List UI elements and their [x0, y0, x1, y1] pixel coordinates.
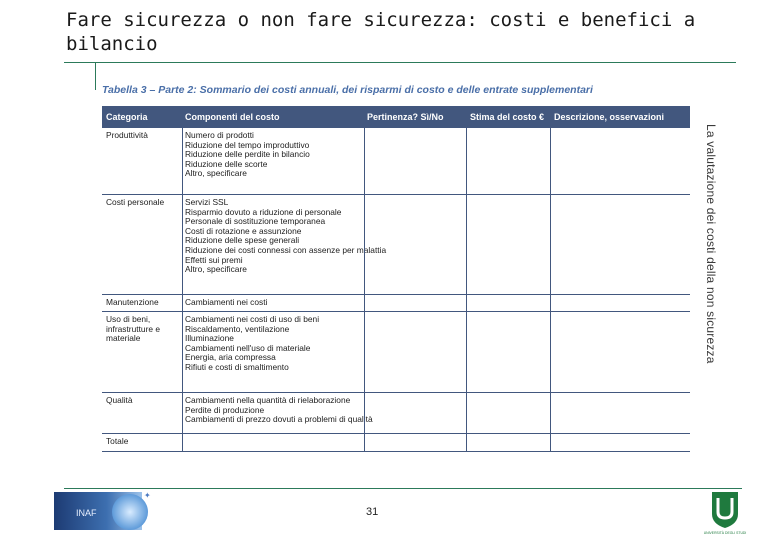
- title-divider-vertical: [95, 62, 96, 90]
- university-logo: [703, 488, 747, 536]
- inaf-logo: [54, 490, 150, 532]
- side-caption: La valutazione dei costi della non sicurezza: [704, 124, 718, 364]
- table-row-quality: [102, 393, 690, 434]
- column-divider: [466, 128, 467, 452]
- slide-title: Fare sicurezza o non fare sicurezza: costi e benefici a bilancio: [66, 9, 696, 55]
- row-items: Cambiamenti nei costi di uso di beni Riscaldamento, ventilazione Illuminazione Cambiamenti nell'uso di materiale Energia, aria compressa Rifiuti e costi di smaltimento: [185, 314, 320, 372]
- row-items: Numero di prodotti Riduzione del tempo improduttivo Riduzione delle perdite in bilancio Riduzione delle scorte Altro, specificare: [185, 130, 310, 179]
- header-relevance: Pertinenza? Sì/No: [367, 112, 444, 122]
- table-row-personnel-costs: [102, 195, 690, 295]
- column-divider: [364, 128, 365, 452]
- row-category: Qualità: [106, 395, 133, 405]
- row-category: Uso di beni, infrastrutture e materiale: [106, 314, 160, 344]
- table-row-productivity: [102, 128, 690, 195]
- page-number: 31: [366, 506, 379, 518]
- row-items: Servizi SSL Risparmio dovuto a riduzione di personale Personale di sostituzione temporanea Costi di rotazione e assunzione Riduzione delle spese generali Riduzione dei costi connessi con assenze per malattia Effetti sui premi Altro, specificare: [185, 197, 387, 275]
- table-row-assets-use: [102, 312, 690, 393]
- column-divider: [550, 128, 551, 452]
- row-items: Cambiamenti nella quantità di rielaborazione Perdite di produzione Cambiamenti di prezzo dovuti a problemi di qualità: [185, 395, 373, 425]
- table-row-maintenance: [102, 295, 690, 312]
- svg-text:INAF: INAF: [76, 508, 97, 518]
- header-cost-estimate: Stima del costo €: [470, 112, 545, 122]
- cost-summary-table: [102, 106, 690, 452]
- header-cost-components: Componenti del costo: [185, 112, 280, 122]
- title-divider: [64, 62, 736, 63]
- row-category: Produttività: [106, 130, 148, 140]
- header-description: Descrizione, osservazioni: [554, 112, 665, 122]
- row-category: Costi personale: [106, 197, 165, 207]
- footer-divider: [64, 488, 742, 489]
- header-category: Categoria: [106, 112, 148, 122]
- svg-text:✦: ✦: [144, 491, 151, 500]
- row-items: Cambiamenti nei costi: [185, 297, 268, 307]
- table-row-total: [102, 434, 690, 452]
- table-header: [102, 106, 690, 128]
- svg-text:UNIVERSITÀ DEGLI STUDI: UNIVERSITÀ DEGLI STUDI: [703, 531, 747, 535]
- row-category: Totale: [106, 436, 129, 446]
- row-category: Manutenzione: [106, 297, 159, 307]
- table-caption: Tabella 3 – Parte 2: Sommario dei costi annuali, dei risparmi di costo e delle entrate supplementari: [102, 84, 593, 96]
- column-divider: [182, 128, 183, 452]
